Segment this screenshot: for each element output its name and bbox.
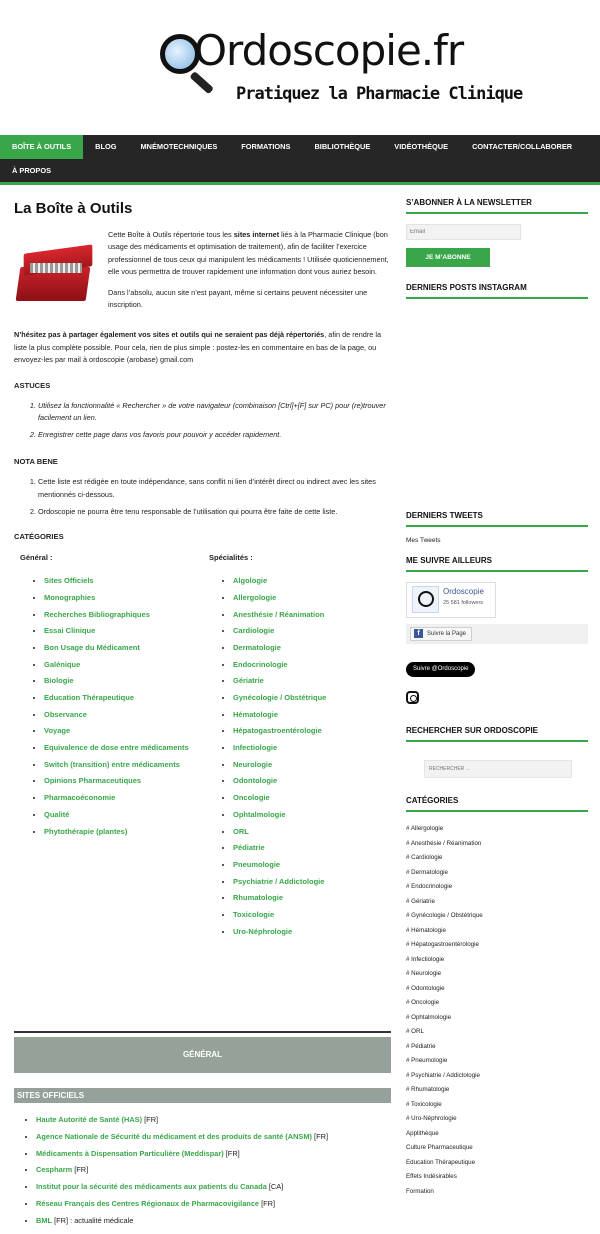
sidebar-category-link[interactable]: # ORL [406,1028,424,1035]
sidebar-category-link[interactable]: # Infectiologie [406,955,445,963]
category-link[interactable]: • Endocrinologie [233,657,392,674]
category-link[interactable]: • Sites Officiels [44,573,203,590]
email-field[interactable] [406,224,521,240]
site-link[interactable]: Médicaments à Dispensation Particulière (Meddispar) [36,1148,224,1158]
category-link[interactable]: • Gériatrie [233,673,392,690]
nav-row-1 [0,135,600,159]
category-link[interactable]: • Ophtalmologie [233,807,392,824]
sidebar-category-link[interactable]: # Odontologie [406,984,445,992]
site-suffix: [FR] [223,1148,240,1158]
category-link[interactable]: • Dermatologie [233,640,392,657]
intro-paragraph-1: Cette Boîte à Outils répertorie tous les sites internet liés à la Pharmacie Clinique (bon usage des médicaments et optimisation de traitement), afin de faciliter l’exercice professionnel de tous ceux qui manipulent les médicaments ! Utilisée quoticiennement, elle vous permettra de trouver rapidement une information dont vous auriez besoin. [108,230,389,277]
category-link[interactable]: • Qualité [44,807,203,824]
category-link[interactable]: • Infectiologie [233,740,392,757]
site-link[interactable]: BML [36,1215,53,1225]
instagram-title: DERNIERS POSTS INSTAGRAM [406,283,588,299]
share-paragraph: N’hésitez pas à partager également vos sites et outils qui ne seraient pas déjà répertoriés, afin de rendre la liste la plus complète possible. Pour cela, rien de plus simple : postez-les en commentaire en bas de la page, ou envoyez-les par mail à ordoscopie (arobase) gmail.com [14,330,382,365]
sidebar-category-link[interactable]: # Neurologie [406,970,442,977]
sidebar-category-link[interactable]: Effets Indésirables [406,1173,457,1180]
general-list [20,573,203,840]
category-link[interactable]: • Rhumatologie [233,890,392,907]
list-item: 1. Cette liste est rédigée en toute indépendance, sans conflit ni lien d’intérêt direct ou indirect avec les sites mentionnés ci-dessous. [38,476,392,501]
category-link[interactable]: • Pédiatrie [233,840,392,857]
category-link[interactable]: • Allergologie [233,590,392,607]
page-title: La Boîte à Outils [14,200,133,217]
sidebar-category-link[interactable]: # Uro-Néphrologie [406,1115,457,1122]
list-item [36,1129,391,1146]
divider [14,1031,391,1033]
site-link[interactable]: Haute Autorité de Santé (HAS) [36,1115,143,1124]
sidebar-category-link[interactable]: # Pédiatrie [406,1042,436,1050]
site-link[interactable]: Agence Nationale de Sécurité du médicament et des produits de santé (ANSM) [36,1131,312,1141]
category-link[interactable]: • Uro-Néphrologie [233,924,392,941]
sidebar-category-link[interactable]: # Hématologie [406,926,446,934]
nav-item-bibliotheque[interactable]: BIBLIOTHÈQUE [314,142,371,151]
instagram-icon[interactable] [406,691,419,704]
main-content [14,200,392,940]
category-link[interactable]: • Hépatogastroentérologie [233,723,392,740]
list-item [36,1213,391,1230]
intro-text [108,229,392,319]
nav-row-2 [0,159,600,183]
general-column [14,553,203,940]
intro-paragraph-2: Dans l’absolu, aucun site n’est payant, même si certains peuvent nécessiter une inscription. [108,287,368,310]
logo-brand: Ordoscopie.fr [194,26,464,75]
sites-officiels-section [14,1112,391,1230]
nav-item-boite-a-outils[interactable]: BOÎTE À OUTILS [0,135,83,159]
subscribe-button[interactable]: JE M’ABONNE [406,248,490,267]
site-logo[interactable] [158,26,523,110]
category-link[interactable]: • Anesthésie / Réanimation [233,607,392,624]
nav-item-a-propos[interactable]: À PROPOS [12,166,52,175]
site-suffix: [FR] [311,1131,328,1141]
site-suffix: [CA] [266,1182,284,1192]
avatar [412,586,439,613]
category-link[interactable]: • Opinions Pharmaceutiques [44,773,203,790]
category-link[interactable]: • Switch (transition) entre médicaments [44,757,203,774]
categories-columns [14,553,392,940]
sidebar-category-link[interactable]: # Gériatrie [406,897,435,905]
sites-officiels-heading: SITES OFFICIELS [14,1088,391,1103]
specialites-list [209,573,392,940]
sidebar-category-link[interactable]: Formation [406,1187,434,1195]
general-heading: Général : [20,553,53,563]
facebook-page-name[interactable]: Ordoscopie [443,587,484,596]
category-link[interactable]: • Oncologie [233,790,392,807]
sidebar-category-link[interactable]: # Dermatologie [406,868,448,876]
category-link[interactable]: • Phytothérapie (plantes) [44,824,203,841]
toolbox-image [14,245,98,305]
category-link[interactable]: • Neurologie [233,757,392,774]
tweets-link[interactable]: Mes Tweets [406,537,441,544]
site-link[interactable]: Réseau Français des Centres Régionaux de Pharmacovigilance [36,1198,260,1208]
facebook-follow-strip [406,624,588,644]
list-item [36,1196,391,1213]
category-link[interactable]: • Education Thérapeutique [44,690,203,707]
general-section-bar[interactable]: GÉNÉRAL [14,1037,391,1073]
nav-item-contacter[interactable]: CONTACTER/COLLABORER [472,142,573,151]
site-suffix: [FR] [72,1165,89,1175]
list-item: 1. Utilisez la fonctionnalité « Rechercher » de votre navigateur (combinaison [Ctrl]+[F] sur PC) pour (re)trouver facilement un lien. [38,400,392,425]
category-link[interactable]: • Pneumologie [233,857,392,874]
category-link[interactable]: • Essai Clinique [44,623,203,640]
site-suffix: [FR] [259,1198,276,1208]
list-item: 2. Enregistrer cette page dans vos favoris pour pouvoir y accéder rapidement. [38,429,392,442]
site-suffix: [FR] [142,1115,159,1124]
category-link[interactable]: • Psychiatrie / Addictologie [233,874,392,891]
nav-item-mnemotechniques[interactable]: MNÉMOTECHNIQUES [140,142,218,151]
nota-list [14,476,392,518]
astuces-list [14,400,392,442]
category-link[interactable]: • Cardiologie [233,623,392,640]
specialites-column [203,553,392,940]
nav-item-videotheque[interactable]: VIDÉOTHÈQUE [394,142,449,151]
list-item [36,1146,391,1163]
sidebar-category-link[interactable]: # Oncologie [406,999,440,1006]
instagram-feed [406,309,588,511]
sidebar-category-link[interactable]: # Rhumatologie [406,1086,450,1093]
category-link[interactable]: • Voyage [44,723,203,740]
list-item [36,1179,391,1196]
sidebar-category-link[interactable]: # Pneumologie [406,1057,448,1064]
logo-tagline: Pratiquez la Pharmacie Clinique [236,84,523,104]
sidebar-categories-list [406,822,588,1199]
nav-item-blog[interactable]: BLOG [95,142,117,151]
list-item: 2. Ordoscopie ne pourra être tenu responsable de l’utilisation qui pourra être faite de cette liste. [38,506,392,519]
facebook-page-box[interactable] [406,582,496,618]
category-link[interactable]: • Pharmacoéconomie [44,790,203,807]
site-suffix: [FR] : actualité médicale [52,1215,134,1225]
list-item [36,1112,391,1129]
category-link[interactable]: • Equivalence de dose entre médicaments [44,740,203,757]
sidebar-categories-title: CATÉGORIES [406,796,588,812]
sidebar-category-link[interactable]: # Hépatogastroentérologie [406,941,479,948]
sidebar-category-link[interactable]: # Cardiologie [406,854,443,861]
category-link[interactable]: • Biologie [44,673,203,690]
sites-list [14,1112,391,1230]
sidebar-category-link[interactable]: # Ophtalmologie [406,1013,452,1021]
category-link[interactable]: • Bon Usage du Médicament [44,640,203,657]
tweets-title: DERNIERS TWEETS [406,511,588,527]
follow-title: ME SUIVRE AILLEURS [406,556,588,572]
site-header [0,0,600,135]
category-link[interactable]: • Algologie [233,573,392,590]
intro-section [14,229,392,319]
category-link[interactable]: • Galénique [44,657,203,674]
category-link[interactable]: • ORL [233,824,392,841]
category-link[interactable]: • Recherches Bibliographiques [44,607,203,624]
site-link[interactable]: Cespharm [36,1165,73,1175]
sidebar-category-link[interactable]: Culture Pharmaceutique [406,1144,473,1151]
search-title: RECHERCHER SUR ORDOSCOPIE [406,726,588,742]
category-link[interactable]: • Gynécologie / Obstétrique [233,690,392,707]
nota-heading: NOTA BENE [14,457,58,467]
list-item [36,1162,391,1179]
main-nav [0,135,600,185]
sidebar-category-link[interactable]: Education Thérapeutique [406,1158,476,1166]
facebook-follow-button[interactable]: f Suivre la Page [410,627,472,641]
astuces-heading: ASTUCES [14,380,51,390]
x-follow-button[interactable]: Suivre @Ordoscopie [406,662,475,677]
facebook-followers: 25 581 followers [443,600,484,606]
categories-heading: CATÉGORIES [14,532,64,542]
category-link[interactable]: • Odontologie [233,773,392,790]
sidebar-category-link[interactable]: # Psychiatrie / Addictologie [406,1071,480,1079]
search-input[interactable] [424,760,572,778]
newsletter-title: S’ABONNER À LA NEWSLETTER [406,198,588,214]
specialites-heading: Spécialités : [209,553,253,563]
nav-item-formations[interactable]: FORMATIONS [241,142,291,151]
category-link[interactable]: • Observance [44,707,203,724]
category-link[interactable]: • Hématologie [233,707,392,724]
sidebar-category-link[interactable]: # Allergologie [406,825,444,832]
site-link[interactable]: Institut pour la sécurité des médicaments aux patients du Canada [36,1182,267,1192]
category-link[interactable]: • Monographies [44,590,203,607]
sidebar [406,198,588,1199]
sidebar-category-link[interactable]: # Toxicologie [406,1100,442,1108]
sidebar-category-link[interactable]: Applithèque [406,1129,439,1137]
category-link[interactable]: • Toxicologie [233,907,392,924]
sidebar-category-link[interactable]: # Anesthésie / Réanimation [406,839,482,847]
sidebar-category-link[interactable]: # Gynécologie / Obstétrique [406,912,483,919]
sidebar-category-link[interactable]: # Endocrinologie [406,883,453,890]
